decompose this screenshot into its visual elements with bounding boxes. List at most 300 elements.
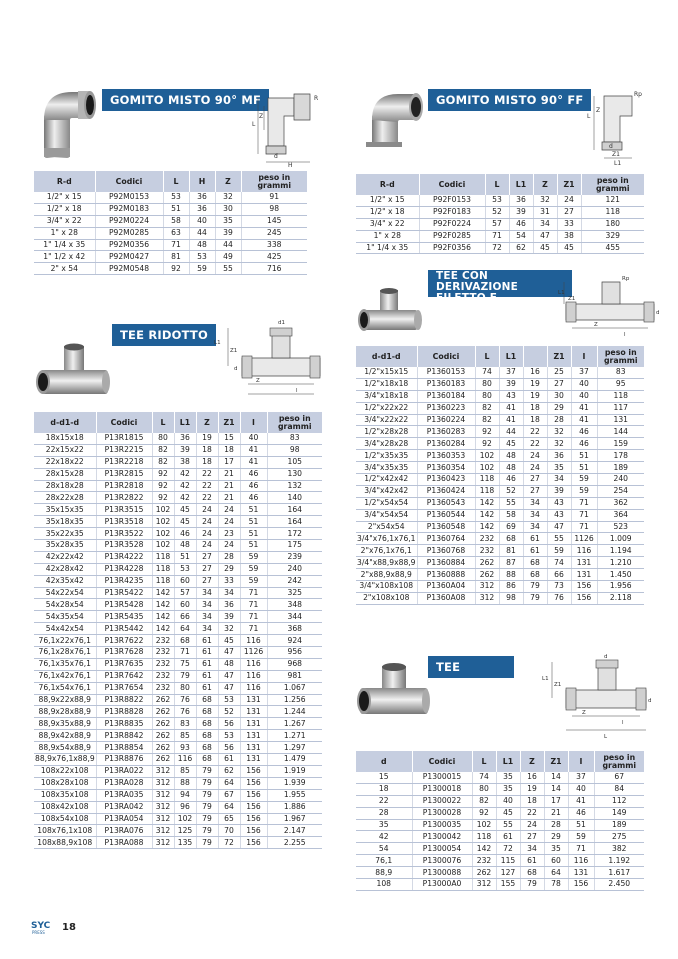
table-cell: 22 [196, 480, 218, 492]
table-cell: 44 [189, 227, 215, 239]
table-cell: 275 [594, 831, 644, 843]
table-cell: 102 [152, 504, 174, 516]
table-cell: P92F0183 [419, 206, 485, 218]
table-cell: 52 [499, 485, 523, 497]
table-cell: 36 [509, 195, 533, 206]
table-cell: 27 [523, 474, 547, 486]
table-cell: 156 [571, 581, 597, 593]
table-cell: 108x28x108 [34, 777, 96, 789]
table-row [356, 533, 644, 545]
column-header: peso in grammi [594, 751, 644, 772]
table-cell: 22 [520, 807, 544, 819]
table-cell: P13R4222 [96, 551, 152, 563]
table-cell: 56 [218, 742, 240, 754]
table-cell: 36 [174, 433, 196, 444]
table-cell: 33 [218, 575, 240, 587]
table-cell: P13RA088 [96, 837, 152, 849]
table-cell: 32 [218, 623, 240, 635]
table-cell: P13R8828 [96, 706, 152, 718]
table-row [356, 783, 644, 795]
table-row [356, 819, 644, 831]
table-row [356, 414, 644, 426]
table-row [356, 569, 644, 581]
table-cell: 28x18x28 [34, 480, 96, 492]
table-gomito-mf [34, 171, 307, 275]
diag-label-L: L [604, 734, 608, 740]
table-cell: 240 [267, 563, 322, 575]
tee-threaded-diagram [558, 270, 662, 342]
table-cell: 27 [557, 206, 581, 218]
table-cell: 131 [240, 694, 267, 706]
table-cell: P92M0427 [95, 251, 163, 263]
table-cell: 64 [218, 777, 240, 789]
column-header: peso in grammi [241, 171, 307, 192]
table-cell: 75 [174, 658, 196, 670]
table-cell: P1360A08 [417, 592, 475, 604]
table-cell: 27 [523, 485, 547, 497]
table-cell: 35 [544, 843, 568, 855]
table-cell: 329 [581, 230, 644, 242]
table-row [34, 239, 307, 251]
svg-text:SYC: SYC [31, 921, 51, 931]
table-cell: 88,9x76,1x88,9 [35, 754, 95, 764]
table-row [34, 813, 322, 825]
table-row [34, 215, 307, 227]
table-cell: 71 [240, 611, 267, 623]
table-cell: 41 [499, 402, 523, 414]
table-cell: 57 [174, 587, 196, 599]
table-cell: 76,1x54x76,1 [34, 682, 96, 694]
table-cell: 71 [240, 599, 267, 611]
table-cell: 74 [472, 772, 496, 783]
table-cell: 29 [218, 563, 240, 575]
table-cell: 82 [152, 444, 174, 456]
column-header: L [163, 171, 189, 192]
table-cell: 56 [218, 718, 240, 730]
table-row [34, 635, 322, 647]
tee-diagram [542, 652, 656, 740]
table-cell: 132 [267, 480, 322, 492]
table-cell: P1360768 [417, 545, 475, 557]
table-row [356, 807, 644, 819]
table-cell: 1126 [240, 647, 267, 659]
table-cell: 19 [520, 783, 544, 795]
table-cell: 30 [547, 390, 571, 402]
table-cell: 254 [597, 485, 644, 497]
table-cell: 135 [174, 837, 196, 849]
table-cell: 131 [240, 742, 267, 754]
table-cell: 46 [568, 807, 594, 819]
table-cell: 102 [475, 450, 499, 462]
table-cell: 61 [196, 635, 218, 647]
table-cell: P1360423 [417, 474, 475, 486]
section-title-tee-filetto: TEE CON DERIVAZIONE FILETTO F [428, 270, 572, 297]
table-cell: 67 [218, 789, 240, 801]
table-cell: P1360283 [417, 426, 475, 438]
table-cell: 54x28x54 [34, 599, 96, 611]
section-title-gomito-mf: GOMITO MISTO 90° MF [102, 89, 269, 111]
table-cell: 92 [472, 807, 496, 819]
table-cell: P13R7642 [96, 670, 152, 682]
table-cell: P13R2822 [96, 492, 152, 504]
page-number: 18 [62, 921, 76, 933]
table-cell: 1/2" x 18 [356, 206, 419, 218]
column-header: d-d1-d [356, 346, 417, 367]
table-cell: 47 [533, 230, 557, 242]
table-cell: 968 [267, 658, 322, 670]
table-cell: 48 [218, 658, 240, 670]
table-cell: P1300088 [412, 867, 472, 879]
table-cell: 24 [196, 516, 218, 528]
table-cell: 15 [356, 772, 412, 783]
table-cell: P13R5442 [96, 623, 152, 635]
table-cell: 116 [568, 855, 594, 867]
table-cell: 55 [499, 497, 523, 509]
table-cell: 68 [523, 569, 547, 581]
table-cell: 68 [196, 718, 218, 730]
table-cell: 41 [571, 414, 597, 426]
diag-label-z: Z [582, 710, 586, 716]
table-cell: 83 [174, 718, 196, 730]
table-cell: 34 [523, 521, 547, 533]
table-cell: 164 [267, 516, 322, 528]
table-cell: 36 [547, 450, 571, 462]
table-cell: 312 [152, 825, 174, 837]
table-cell: 71 [240, 587, 267, 599]
table-cell: 102 [152, 516, 174, 528]
table-cell: 68 [196, 706, 218, 718]
table-cell: 142 [472, 843, 496, 855]
table-cell: 22 [523, 426, 547, 438]
table-cell: 54x42x54 [34, 623, 96, 635]
table-cell: 55 [215, 263, 241, 275]
table-cell: 156 [240, 765, 267, 777]
table-cell: 1.886 [267, 801, 322, 813]
table-cell: 41 [240, 456, 267, 468]
table-cell: 32 [215, 192, 241, 203]
table-row [356, 772, 644, 783]
table-cell: 156 [240, 837, 267, 849]
table-row [34, 706, 322, 718]
table-cell: P13RA028 [96, 777, 152, 789]
table-cell: 262 [475, 557, 499, 569]
table-row [34, 599, 322, 611]
table-cell: 92 [475, 438, 499, 450]
table-cell: 15 [218, 433, 240, 444]
table-cell: 18 [196, 444, 218, 456]
table-cell: 368 [267, 623, 322, 635]
table-cell: 44 [499, 426, 523, 438]
table-cell: 1.192 [594, 855, 644, 867]
column-header: Z1 [547, 346, 571, 367]
table-cell: 523 [597, 521, 644, 533]
table-cell: P1360284 [417, 438, 475, 450]
table-row [34, 480, 322, 492]
table-cell: 180 [581, 218, 644, 230]
table-cell: P1300054 [412, 843, 472, 855]
table-cell: 35 [356, 819, 412, 831]
table-cell: P13R8842 [96, 730, 152, 742]
table-cell: 36 [218, 599, 240, 611]
table-cell: 54 [509, 230, 533, 242]
diag-label-d-right: d [648, 698, 652, 704]
table-cell: 18 [218, 444, 240, 456]
table-header-row [34, 412, 322, 433]
table-cell: 3/4"x35x35 [356, 462, 417, 474]
table-cell: 312 [152, 765, 174, 777]
table-cell: P92M0183 [95, 203, 163, 215]
table-cell: P92F0285 [419, 230, 485, 242]
table-cell: 21 [544, 807, 568, 819]
table-cell: 189 [594, 819, 644, 831]
table-cell: P92F0356 [419, 242, 485, 254]
table-cell: 22x18x22 [34, 456, 96, 468]
column-header: I [571, 346, 597, 367]
table-cell: 59 [571, 485, 597, 497]
table-cell: 102 [472, 819, 496, 831]
table-cell: 42x28x42 [34, 563, 96, 575]
column-header: L [485, 174, 509, 195]
table-cell: 1/2"x18x18 [356, 378, 417, 390]
column-header: Codici [96, 412, 152, 433]
table-cell: 37 [568, 772, 594, 783]
table-cell: 88,9x42x88,9 [34, 730, 96, 742]
table-cell: 118 [152, 563, 174, 575]
table-cell: 79 [196, 837, 218, 849]
table-cell: 1.210 [597, 557, 644, 569]
diag-label-l: l [296, 388, 298, 394]
table-cell: 76,1x22x76,1 [34, 635, 96, 647]
table-cell: 245 [241, 227, 307, 239]
table-cell: 29 [544, 831, 568, 843]
table-cell: 82 [475, 402, 499, 414]
column-header: I [240, 412, 267, 433]
table-row [356, 795, 644, 807]
table-cell: 80 [475, 390, 499, 402]
table-row [34, 742, 322, 754]
table-cell: 1.244 [267, 706, 322, 718]
table-cell: 40 [568, 783, 594, 795]
table-cell: 2.255 [267, 837, 322, 849]
table-row [356, 367, 644, 378]
table-cell: 108 [356, 879, 412, 891]
table-cell: P13000A0 [412, 879, 472, 891]
table-cell: 49 [215, 251, 241, 263]
diag-label-d: d [609, 143, 613, 150]
table-cell: 716 [241, 263, 307, 275]
table-cell: 34 [523, 509, 547, 521]
table-cell: 29 [547, 402, 571, 414]
table-cell: 118 [475, 474, 499, 486]
diag-label-z1: Z1 [568, 296, 576, 302]
table-cell: 312 [152, 837, 174, 849]
section-title-tee: TEE [428, 656, 514, 678]
table-cell: 102 [475, 462, 499, 474]
table-cell: 59 [240, 551, 267, 563]
table-cell: 35 [215, 215, 241, 227]
table-cell: 39 [547, 485, 571, 497]
table-cell: 131 [568, 867, 594, 879]
table-cell: 17 [544, 795, 568, 807]
table-cell: 102 [152, 540, 174, 552]
table-cell: 87 [499, 557, 523, 569]
table-cell: 1.956 [597, 581, 644, 593]
table-cell: 131 [571, 557, 597, 569]
table-cell: 1/2" x 18 [34, 203, 95, 215]
table-cell: 116 [240, 682, 267, 694]
table-cell: 61 [196, 658, 218, 670]
table-cell: P1360A04 [417, 581, 475, 593]
table-row [356, 206, 644, 218]
table-cell: 24 [196, 528, 218, 540]
syc-press-logo [30, 919, 56, 935]
table-cell: 80 [475, 378, 499, 390]
table-cell: 1.297 [267, 742, 322, 754]
table-cell: 1/2"x28x28 [356, 426, 417, 438]
diag-label-d: d [656, 310, 660, 316]
table-cell: 344 [267, 611, 322, 623]
table-cell: P92M0548 [95, 263, 163, 275]
column-header: L [475, 346, 499, 367]
table-cell: 18 [523, 402, 547, 414]
table-row [34, 192, 307, 203]
table-cell: 40 [240, 433, 267, 444]
table-cell: 131 [240, 754, 267, 766]
table-cell: 84 [594, 783, 644, 795]
table-cell: 80 [174, 682, 196, 694]
table-cell: 86 [499, 581, 523, 593]
table-cell: 34 [523, 497, 547, 509]
table-cell: 28x15x28 [34, 468, 96, 480]
table-cell: 125 [174, 825, 196, 837]
table-cell: 68 [520, 867, 544, 879]
tee-threaded-photo [356, 286, 426, 338]
table-cell: 83 [267, 433, 322, 444]
table-row [34, 789, 322, 801]
table-cell: 35x22x35 [34, 528, 96, 540]
column-header: Z [533, 174, 557, 195]
table-cell: 71 [485, 230, 509, 242]
table-cell: 79 [174, 670, 196, 682]
table-cell: 35 [496, 783, 520, 795]
table-cell: 58 [163, 215, 189, 227]
table-cell: 53 [189, 251, 215, 263]
table-cell: 23 [218, 528, 240, 540]
table-cell: 27 [196, 551, 218, 563]
table-cell: 131 [240, 730, 267, 742]
table-cell: 3/4"x88,9x88,9 [357, 557, 416, 567]
table-cell: 21 [218, 480, 240, 492]
table-cell: 1.267 [267, 718, 322, 730]
diag-label-z: Z [594, 322, 598, 328]
table-cell: 232 [475, 533, 499, 545]
table-cell: 3/4" x 22 [356, 218, 419, 230]
table-cell: P92M0153 [95, 192, 163, 203]
table-cell: 35 [496, 772, 520, 783]
table-cell: 28 [356, 807, 412, 819]
table-row [34, 611, 322, 623]
table-cell: 79 [196, 801, 218, 813]
table-cell: 88 [174, 777, 196, 789]
table-cell: 40 [189, 215, 215, 227]
table-cell: 1/2"x22x22 [356, 402, 417, 414]
table-cell: 42 [356, 831, 412, 843]
column-header: Z [196, 412, 218, 433]
table-cell: 59 [240, 563, 267, 575]
table-cell: 36 [189, 203, 215, 215]
table-cell: 36 [189, 192, 215, 203]
table-cell: 51 [163, 203, 189, 215]
table-cell: 42 [174, 468, 196, 480]
table-tee-filetto [356, 346, 644, 605]
table-cell: 262 [472, 867, 496, 879]
table-cell: 46 [509, 218, 533, 230]
table-cell: 325 [267, 587, 322, 599]
column-header: L1 [174, 412, 196, 433]
table-cell: 68 [196, 694, 218, 706]
table-cell: 239 [267, 551, 322, 563]
table-cell: 382 [594, 843, 644, 855]
table-cell: 51 [568, 819, 594, 831]
table-cell: 63 [163, 227, 189, 239]
table-cell: P1300022 [412, 795, 472, 807]
table-cell: P1360884 [417, 557, 475, 569]
table-cell: 61 [196, 670, 218, 682]
table-cell: P13R7635 [96, 658, 152, 670]
table-cell: 1.939 [267, 777, 322, 789]
table-cell: 3/4"x22x22 [356, 414, 417, 426]
table-cell: 142 [152, 599, 174, 611]
table-cell: 1.067 [267, 682, 322, 694]
table-cell: 102 [152, 528, 174, 540]
table-cell: 262 [152, 754, 174, 766]
table-cell: 61 [496, 831, 520, 843]
table-row [34, 730, 322, 742]
table-cell: 61 [523, 533, 547, 545]
table-cell: 40 [571, 378, 597, 390]
table-row [34, 777, 322, 789]
table-cell: 51 [571, 462, 597, 474]
table-cell: 81 [163, 251, 189, 263]
table-cell: 35x15x35 [34, 504, 96, 516]
table-cell: 54x35x54 [34, 611, 96, 623]
table-row [356, 592, 644, 604]
table-cell: 71 [571, 509, 597, 521]
table-row [34, 587, 322, 599]
table-cell: 142 [475, 509, 499, 521]
diag-label-z: Z [259, 113, 264, 120]
table-cell: 88,9x54x88,9 [34, 742, 96, 754]
table-cell: 59 [189, 263, 215, 275]
table-cell: 72 [496, 843, 520, 855]
table-row [34, 647, 322, 659]
table-cell: P13R5428 [96, 599, 152, 611]
table-cell: 51 [240, 504, 267, 516]
table-cell: 88,9 [356, 867, 412, 879]
table-cell: 76,1x35x76,1 [34, 658, 96, 670]
table-cell: 76 [174, 706, 196, 718]
table-header-row [34, 171, 307, 192]
table-cell: 1.479 [267, 754, 322, 766]
table-cell: 242 [267, 575, 322, 587]
table-row [356, 450, 644, 462]
table-cell: 118 [472, 831, 496, 843]
table-cell: 79 [196, 813, 218, 825]
table-cell: 46 [240, 492, 267, 504]
table-cell: P13R2218 [96, 456, 152, 468]
table-row [356, 509, 644, 521]
table-cell: 43 [499, 390, 523, 402]
